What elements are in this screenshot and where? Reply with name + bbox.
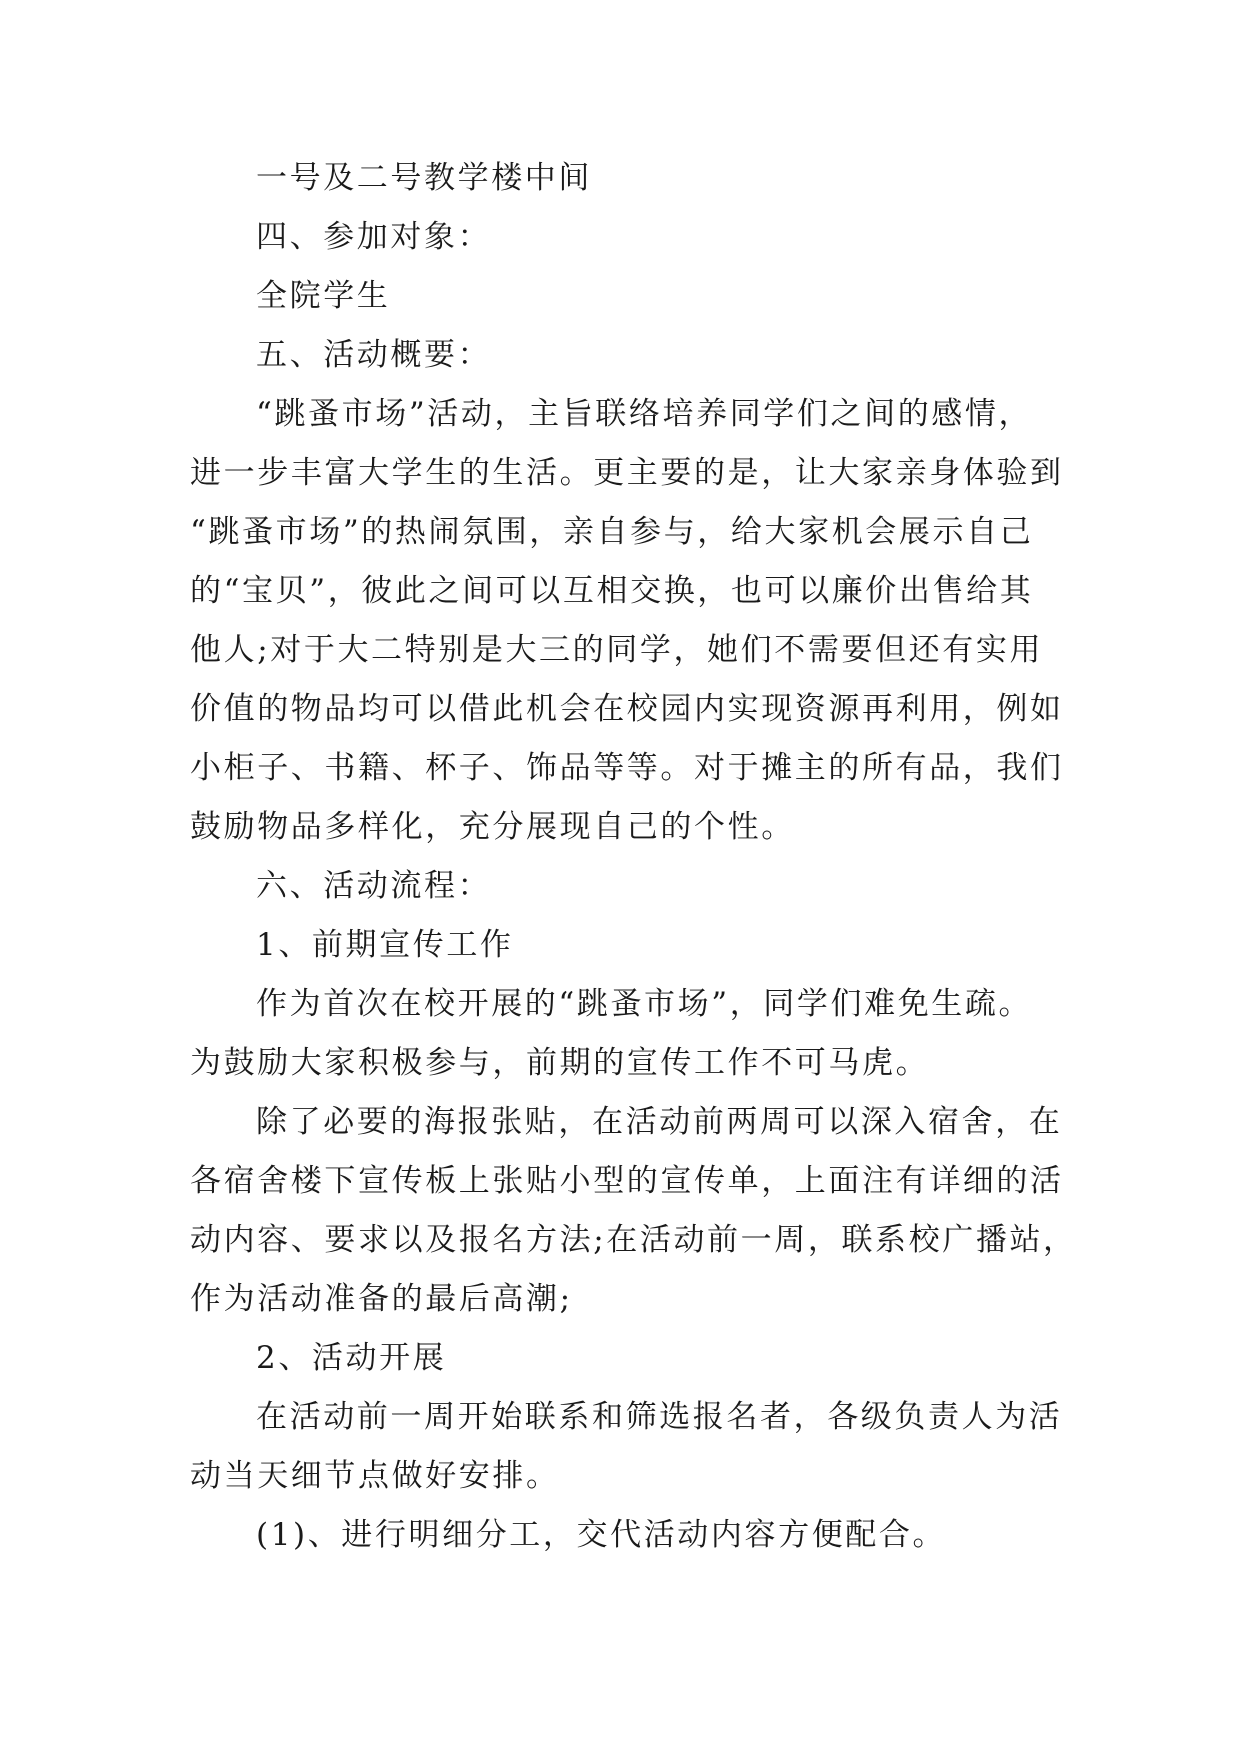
paragraph-line: 为鼓励大家积极参与，前期的宣传工作不可马虎。: [190, 1045, 930, 1081]
paragraph-line: “跳蚤市场”活动，主旨联络培养同学们之间的感情，: [256, 396, 1033, 432]
paragraph-line: 价值的物品均可以借此机会在校园内实现资源再利用，例如: [190, 691, 1064, 727]
subsection-heading: 2、活动开展: [256, 1340, 447, 1376]
paragraph-line: 在活动前一周开始联系和筛选报名者，各级负责人为活: [256, 1399, 1063, 1435]
paragraph-line: 除了必要的海报张贴，在活动前两周可以深入宿舍，在: [256, 1104, 1063, 1140]
paragraph-line: 鼓励物品多样化，充分展现自己的个性。: [190, 809, 795, 845]
paragraph-line: 小柜子、书籍、杯子、饰品等等。对于摊主的所有品，我们: [190, 750, 1064, 786]
paragraph-line: 各宿舍楼下宣传板上张贴小型的宣传单，上面注有详细的活: [190, 1163, 1064, 1199]
subsection-heading: 1、前期宣传工作: [256, 927, 514, 963]
paragraph-line: “跳蚤市场”的热闹氛围，亲自参与，给大家机会展示自己: [190, 514, 1034, 550]
paragraph-line: 动内容、要求以及报名方法;在活动前一周，联系校广播站，: [190, 1222, 1077, 1258]
paragraph-line: 他人;对于大二特别是大三的同学，她们不需要但还有实用: [190, 632, 1044, 668]
section-heading: 四、参加对象：: [256, 219, 492, 255]
text-line: 全院学生: [256, 278, 391, 314]
paragraph-line: 作为活动准备的最后高潮;: [190, 1281, 573, 1317]
section-heading: 五、活动概要：: [256, 337, 492, 373]
paragraph-line: 进一步丰富大学生的生活。更主要的是，让大家亲身体验到: [190, 455, 1064, 491]
text-line: 一号及二号教学楼中间: [256, 160, 592, 196]
section-heading: 六、活动流程：: [256, 868, 492, 904]
document-body: [190, 158, 1077, 1574]
list-item: (1)、进行明细分工，交代活动内容方便配合。: [256, 1517, 947, 1553]
paragraph-line: 动当天细节点做好安排。: [190, 1458, 560, 1494]
paragraph-line: 作为首次在校开展的“跳蚤市场”，同学们难免生疏。: [256, 986, 1033, 1022]
paragraph-line: 的“宝贝”，彼此之间可以互相交换，也可以廉价出售给其: [190, 573, 1034, 609]
